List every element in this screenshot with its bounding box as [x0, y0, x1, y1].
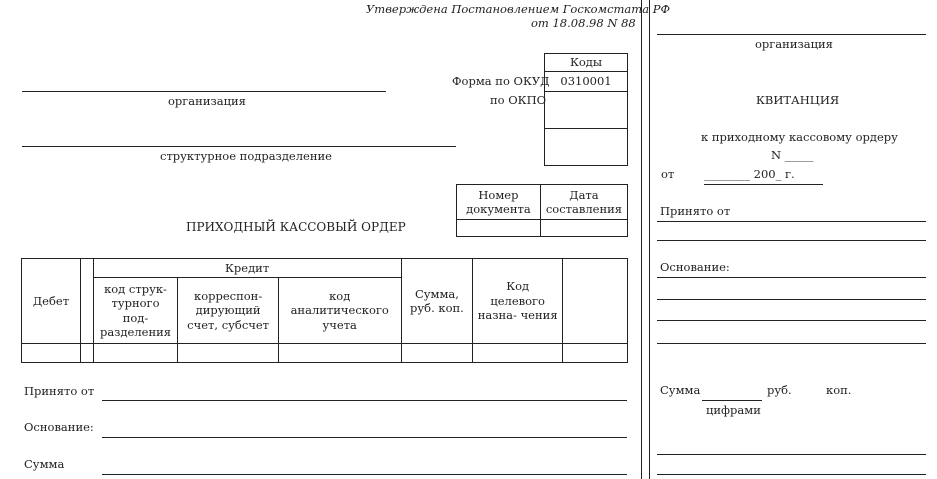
main-table [21, 258, 628, 363]
okud-value: 0310001 [545, 72, 628, 92]
debit-header: Дебет [22, 259, 81, 344]
okud-label: Форма по ОКУД [452, 74, 550, 88]
approval-line-1: Утверждена Постановлением Госкомстата РФ [366, 2, 670, 16]
receipt-from-label: от [661, 167, 675, 181]
receipt-organization-caption: организация [755, 37, 833, 51]
credit-sub-division: код струк- турного под- разделения [93, 278, 178, 344]
division-value[interactable] [93, 344, 178, 363]
sum-header: Сумма, руб. коп. [401, 259, 473, 344]
receipt-number: N _____ [771, 148, 814, 162]
codes-box [544, 53, 628, 166]
spacer-value [80, 344, 93, 363]
credit-sub-analytic: код аналитического учета [278, 278, 401, 344]
receipt-received-line-2[interactable] [657, 240, 926, 241]
doc-date-header: Дата составления [540, 185, 627, 220]
receipt-organization-line[interactable] [657, 34, 926, 35]
codes-extra-cell[interactable] [545, 129, 628, 166]
receipt-sum-rub-line[interactable] [702, 400, 762, 401]
receipt-date-underline[interactable] [704, 184, 823, 185]
receipt-basis-line-3[interactable] [657, 320, 926, 321]
receipt-in-digits: цифрами [706, 403, 761, 417]
doc-number-box [456, 184, 628, 237]
organization-caption: организация [168, 94, 246, 108]
subdivision-line[interactable] [22, 146, 456, 147]
receipt-kop: коп. [826, 383, 852, 397]
receipt-to-order: к приходному кассовому ордеру [701, 130, 898, 144]
receipt-rub: руб. [767, 383, 792, 397]
doc-date-value[interactable] [540, 220, 627, 237]
doc-number-value[interactable] [457, 220, 541, 237]
debit-value[interactable] [22, 344, 81, 363]
receipt-title: КВИТАНЦИЯ [756, 93, 840, 107]
analytic-value[interactable] [278, 344, 401, 363]
credit-header: Кредит [93, 259, 401, 278]
basis-label: Основание: [24, 420, 94, 434]
approval-line-2: от 18.08.98 N 88 [531, 16, 636, 30]
spacer-column [80, 259, 93, 344]
extra-header [562, 259, 627, 344]
tear-off-separator-2 [649, 0, 650, 479]
tear-off-separator [641, 0, 642, 479]
target-code-value[interactable] [473, 344, 563, 363]
basis-line[interactable] [102, 437, 627, 438]
sum-label: Сумма [24, 457, 65, 471]
received-from-line[interactable] [102, 400, 627, 401]
order-title: ПРИХОДНЫЙ КАССОВЫЙ ОРДЕР [186, 220, 406, 234]
doc-number-header: Номер документа [457, 185, 541, 220]
receipt-basis-line-2[interactable] [657, 299, 926, 300]
received-from-label: Принято от [24, 384, 95, 398]
target-code-header: Код целевого назна- чения [473, 259, 563, 344]
extra-value[interactable] [562, 344, 627, 363]
codes-header: Коды [545, 54, 628, 72]
okpo-value[interactable] [545, 92, 628, 129]
receipt-basis-line-1[interactable] [657, 277, 926, 278]
credit-sub-account: корреспон- дирующий счет, субсчет [178, 278, 278, 344]
sum-line[interactable] [102, 474, 627, 475]
receipt-sum-words-line-1[interactable] [657, 454, 926, 455]
receipt-sum-words-line-2[interactable] [657, 474, 926, 475]
receipt-sum-label: Сумма [660, 383, 701, 397]
receipt-date: ________ 200_ г. [704, 167, 795, 181]
sum-value[interactable] [401, 344, 473, 363]
organization-line[interactable] [22, 91, 386, 92]
subdivision-caption: структурное подразделение [160, 149, 332, 163]
receipt-received-line-1[interactable] [657, 221, 926, 222]
receipt-basis-line-4[interactable] [657, 343, 926, 344]
receipt-basis-label: Основание: [660, 260, 730, 274]
okpo-label: по ОКПО [490, 93, 547, 107]
receipt-received-from-label: Принято от [660, 204, 731, 218]
account-value[interactable] [178, 344, 278, 363]
